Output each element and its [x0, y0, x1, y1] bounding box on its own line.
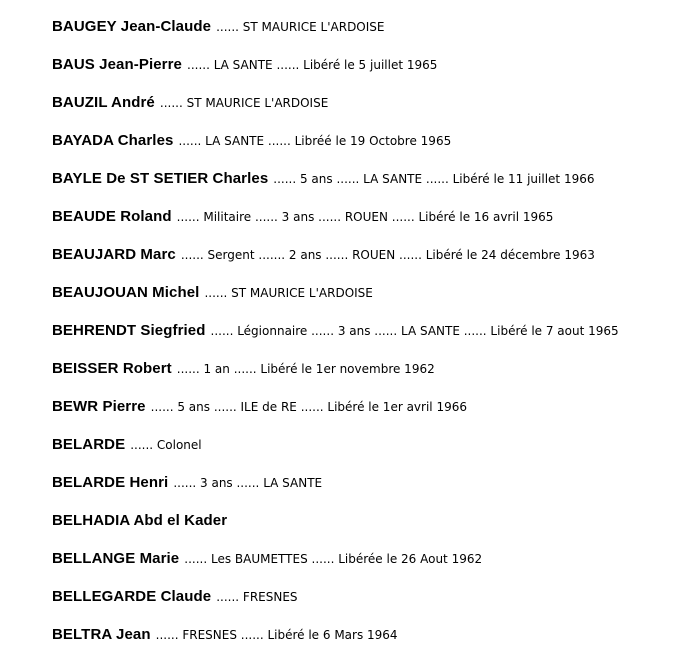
entry-details: ...... ST MAURICE L'ARDOISE — [216, 20, 385, 34]
list-item — [52, 616, 667, 654]
entry-details: ...... Militaire ...... 3 ans ...... ROUEN ...... Libéré le 16 avril 1965 — [176, 210, 554, 224]
list-item — [52, 236, 667, 274]
entry-details: ...... 1 an ...... Libéré le 1er novembre 1962 — [176, 362, 435, 376]
list-item — [52, 388, 667, 426]
list-item — [52, 84, 667, 122]
entry-details: ...... ST MAURICE L'ARDOISE — [159, 96, 329, 110]
entry-name: BEISSER Robert — [52, 360, 172, 377]
list-item — [52, 160, 667, 198]
entry-name: BELTRA Jean — [52, 626, 151, 643]
entry-name: BELLEGARDE Claude — [52, 588, 212, 605]
entry-name: BEAUJOUAN Michel — [52, 284, 200, 301]
entry-details: ...... LA SANTE ...... Libréé le 19 Octobre 1965 — [178, 134, 452, 148]
entry-name: BELARDE — [52, 436, 126, 453]
entry-details: ...... ST MAURICE L'ARDOISE — [204, 286, 373, 300]
list-item — [52, 426, 667, 464]
entry-name: BEHRENDT Siegfried — [52, 322, 206, 339]
entry-details: ...... 3 ans ...... LA SANTE — [173, 476, 323, 490]
entry-name: BEAUJARD Marc — [52, 246, 176, 263]
list-item — [52, 122, 667, 160]
entry-name: BEAUDE Roland — [52, 208, 172, 225]
list-item — [52, 464, 667, 502]
entry-details: ...... FRESNES — [216, 590, 298, 604]
entry-name: BELARDE Henri — [52, 474, 169, 491]
entry-details: ...... LA SANTE ...... Libéré le 5 juillet 1965 — [187, 58, 438, 72]
list-item — [52, 198, 667, 236]
list-item — [52, 578, 667, 616]
list-item — [52, 274, 667, 312]
document-list — [52, 8, 667, 654]
list-item — [52, 502, 667, 540]
entry-name: BELLANGE Marie — [52, 550, 180, 567]
entry-name: BAYLE De ST SETIER Charles — [52, 170, 269, 187]
entry-details: ...... Les BAUMETTES ...... Libérée le 26 Aout 1962 — [184, 552, 483, 566]
entry-details: ...... Colonel — [130, 438, 202, 452]
entry-name: BAUZIL André — [52, 94, 155, 111]
entry-name: BAUS Jean-Pierre — [52, 56, 182, 73]
list-item — [52, 540, 667, 578]
list-item — [52, 46, 667, 84]
entry-name: BEWR Pierre — [52, 398, 146, 415]
entry-details: ...... 5 ans ...... ILE de RE ...... Libéré le 1er avril 1966 — [150, 400, 467, 414]
entry-name: BAUGEY Jean-Claude — [52, 18, 212, 35]
entry-details: ...... 5 ans ...... LA SANTE ...... Libéré le 11 juillet 1966 — [273, 172, 595, 186]
list-item — [52, 350, 667, 388]
entry-details: ...... FRESNES ...... Libéré le 6 Mars 1964 — [155, 628, 398, 642]
entry-name: BAYADA Charles — [52, 132, 174, 149]
entry-details: ...... Sergent ....... 2 ans ...... ROUEN ...... Libéré le 24 décembre 1963 — [180, 248, 595, 262]
list-item — [52, 8, 667, 46]
entry-details: ...... Légionnaire ...... 3 ans ...... LA SANTE ...... Libéré le 7 aout 1965 — [210, 324, 619, 338]
entry-name: BELHADIA Abd el Kader — [52, 512, 228, 529]
list-item — [52, 312, 667, 350]
